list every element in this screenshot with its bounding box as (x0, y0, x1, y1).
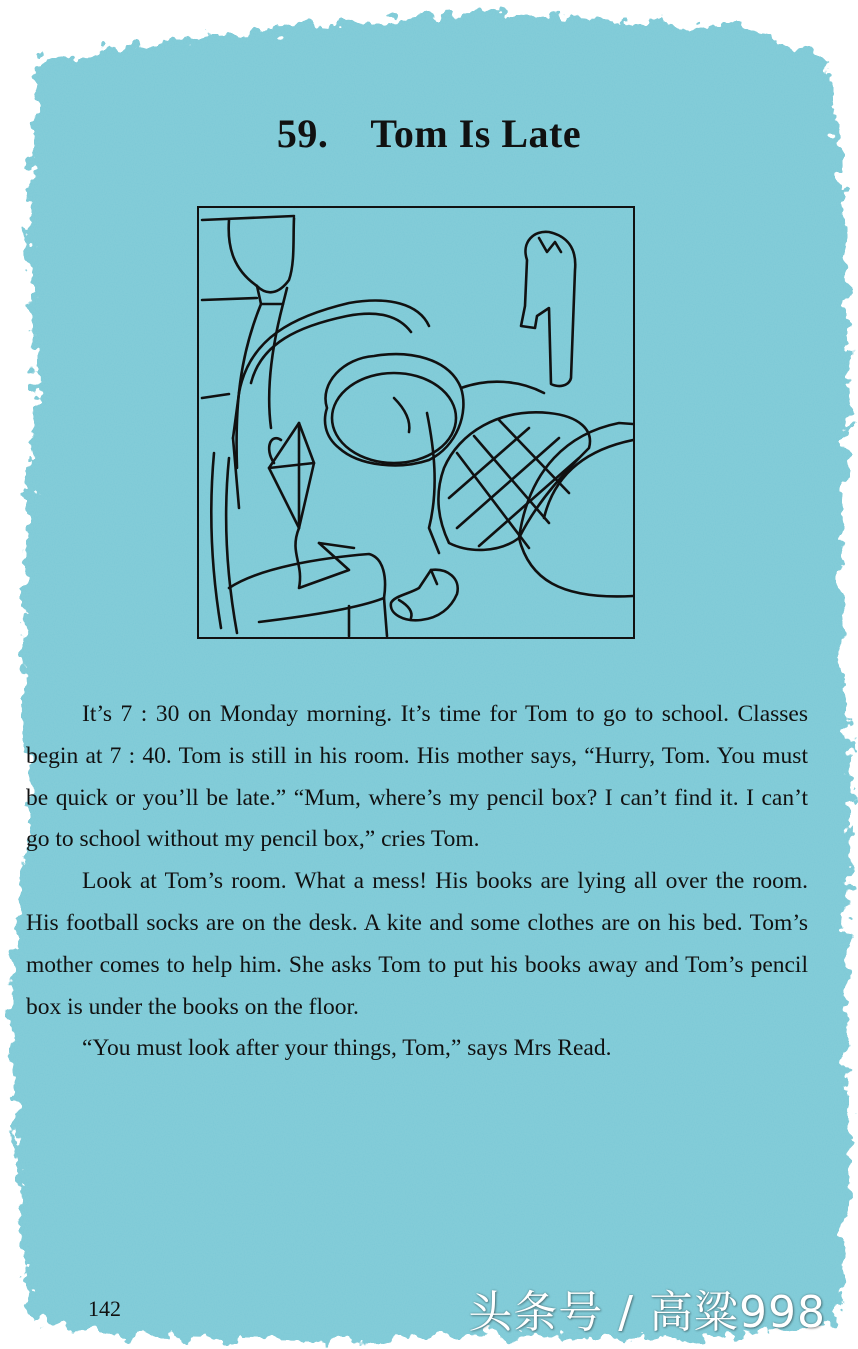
story-text (26, 694, 808, 1070)
bedroom-illustration (197, 206, 635, 639)
lesson-title (0, 110, 858, 157)
sock-icon (391, 570, 458, 621)
blanket-icon (427, 382, 590, 553)
clothes-icon (521, 232, 575, 386)
kite-icon (269, 423, 354, 588)
story-paragraph-1: It’s 7 : 30 on Monday morning. It’s time for Tom to go to school. Classes begin at 7 : 40. Tom is still in his room. His mother says, “Hurry, Tom. You must be quick or you’ll be late.” “Mum, where’s my pencil box? I can’t find it. I can’t go to school without my pencil box,” cries Tom. (26, 701, 808, 853)
watermark: 头条号 / 高粱998 (468, 1287, 826, 1338)
pillow-icon (325, 354, 463, 465)
story-paragraph-3: “You must look after your things, Tom,” says Mrs Read. (82, 1035, 612, 1062)
page-number: 142 (88, 1296, 121, 1321)
lesson-title-text: Tom Is Late (370, 111, 582, 156)
story-paragraph-2: Look at Tom’s room. What a mess! His books are lying all over the room. His football socks are on the desk. A kite and some clothes are on his bed. Tom’s mother comes to help him. She asks Tom to put his books away and Tom’s pencil box is under the books on the floor. (26, 868, 808, 1020)
lesson-number: 59. (276, 111, 329, 156)
